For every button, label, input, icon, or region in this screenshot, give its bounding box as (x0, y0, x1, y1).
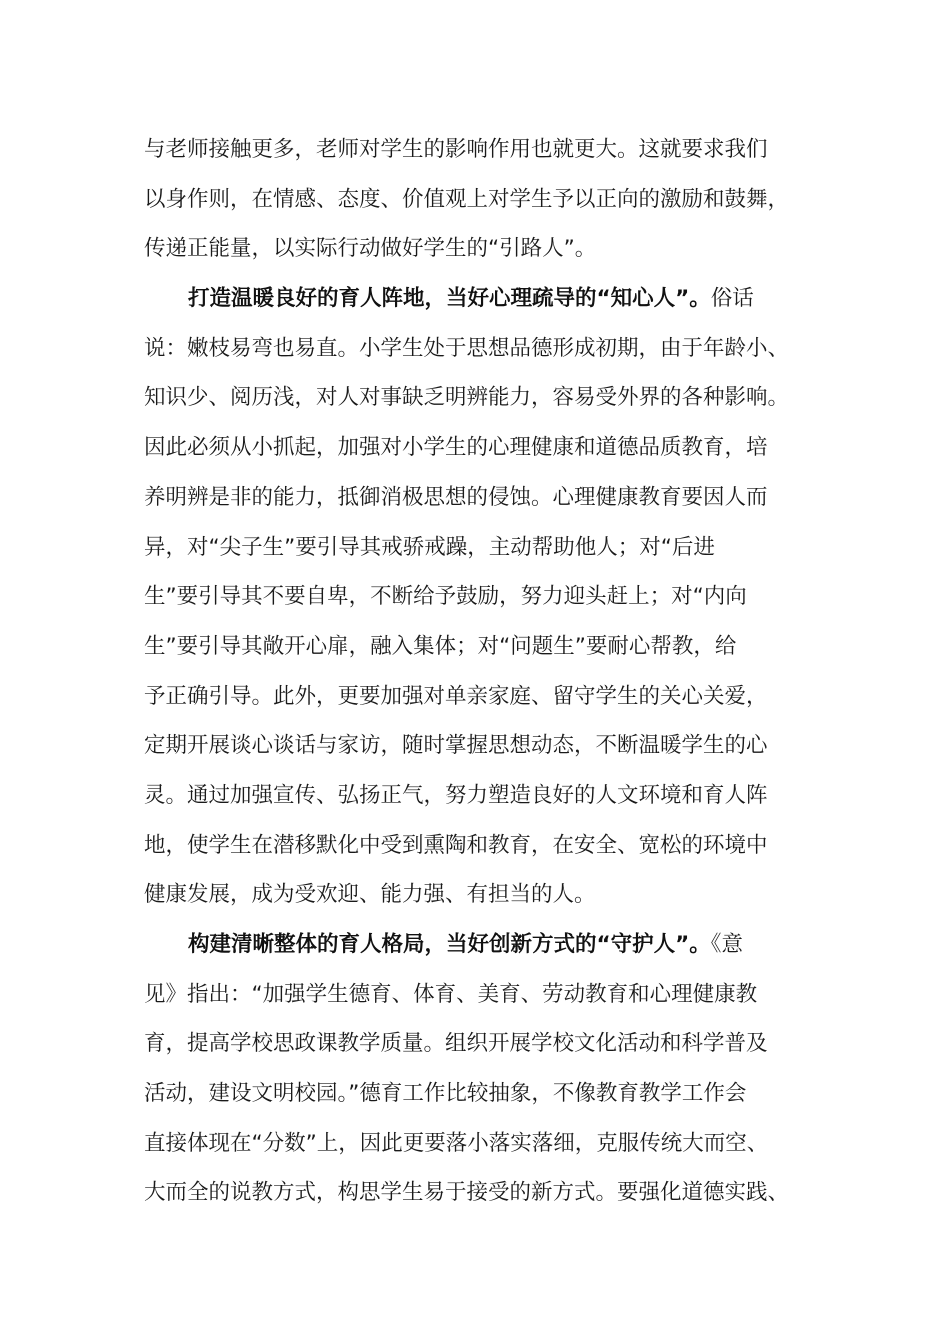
body-text: 养明辨是非的能力，抵御消极思想的侵蚀。心理健康教育要因人而 (144, 484, 768, 510)
text-line (144, 224, 814, 274)
section-heading: 打造温暖良好的育人阵地，当好心理疏导的“知心人”。 (188, 286, 711, 312)
text-line (144, 622, 814, 672)
text-line (144, 721, 814, 771)
body-text: 大而全的说教方式，构思学生易于接受的新方式。要强化道德实践、 (144, 1180, 790, 1206)
text-line (144, 1069, 814, 1119)
body-text: 俗话 (710, 286, 754, 312)
text-line (144, 1119, 814, 1169)
body-text: 地，使学生在潜移默化中受到熏陶和教育，在安全、宽松的环境中 (144, 832, 768, 858)
body-text: 见》指出：“加强学生德育、体育、美育、劳动教育和心理健康教 (144, 981, 758, 1007)
text-line (144, 523, 814, 573)
text-line (144, 821, 814, 871)
body-text: 灵。通过加强宣传、弘扬正气，努力塑造良好的人文环境和育人阵 (144, 782, 768, 808)
body-text: 说：嫩枝易弯也易直。小学生处于思想品德形成初期，由于年龄小、 (144, 335, 790, 361)
body-text: 活动，建设文明校园。”德育工作比较抽象，不像教育教学工作会 (144, 1081, 747, 1107)
document-body (144, 125, 814, 1218)
body-text: 定期开展谈心谈话与家访，随时掌握思想动态，不断温暖学生的心 (144, 733, 768, 759)
body-text: 与老师接触更多，老师对学生的影响作用也就更大。这就要求我们 (144, 137, 768, 162)
text-line (144, 473, 814, 523)
body-text: 育，提高学校思政课教学质量。组织开展学校文化活动和科学普及 (144, 1031, 768, 1057)
body-text: 生”要引导其不要自卑，不断给予鼓励，努力迎头赶上；对“内向 (144, 584, 747, 610)
text-line (144, 1019, 814, 1069)
text-line (144, 373, 814, 423)
body-text: 健康发展，成为受欢迎、能力强、有担当的人。 (144, 882, 596, 908)
body-text: 《意 (710, 932, 744, 957)
text-line (144, 970, 814, 1020)
section-heading: 构建清晰整体的育人格局，当好创新方式的“守护人”。 (188, 932, 711, 957)
text-line (144, 125, 814, 175)
text-line (144, 324, 814, 374)
body-text: 因此必须从小抓起，加强对小学生的心理健康和道德品质教育，培 (144, 435, 768, 461)
body-text: 直接体现在“分数”上，因此更要落小落实落细，克服传统大而空、 (144, 1130, 769, 1156)
body-text: 予正确引导。此外，更要加强对单亲家庭、留守学生的关心关爱， (144, 683, 768, 709)
text-line (144, 175, 814, 225)
text-line (144, 274, 814, 324)
text-line (144, 771, 814, 821)
text-line (144, 672, 814, 722)
text-line (144, 870, 814, 920)
body-text: 生”要引导其敞开心扉，融入集体；对“问题生”要耐心帮教，给 (144, 633, 737, 659)
text-line (144, 1168, 814, 1218)
body-text: 知识少、阅历浅，对人对事缺乏明辨能力，容易受外界的各种影响。 (144, 385, 790, 411)
body-text: 传递正能量，以实际行动做好学生的“引路人”。 (144, 236, 597, 262)
text-line (144, 423, 814, 473)
text-line (144, 920, 814, 970)
body-text: 异，对“尖子生”要引导其戒骄戒躁，主动帮助他人；对“后进 (144, 534, 715, 560)
text-line (144, 572, 814, 622)
body-text: 以身作则，在情感、态度、价值观上对学生予以正向的激励和鼓舞， (144, 186, 790, 212)
